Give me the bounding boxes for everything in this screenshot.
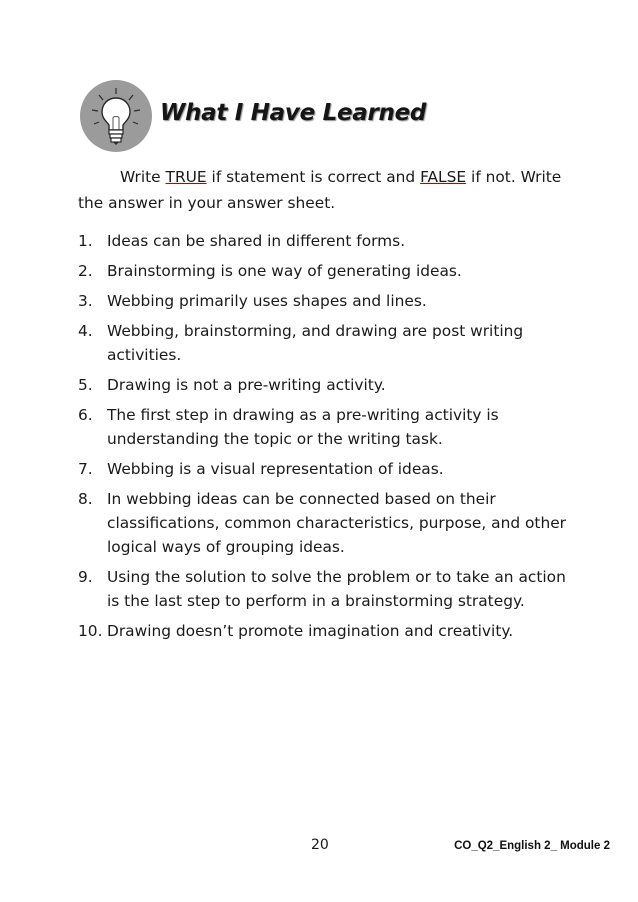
statement-number: 9. (78, 568, 93, 586)
statement-number: 4. (78, 322, 93, 340)
statement-text: Brainstorming is one way of generating ideas. (107, 262, 462, 280)
statement-number: 7. (78, 460, 93, 478)
statement-text: Webbing is a visual representation of ideas. (107, 460, 444, 478)
statement-number: 8. (78, 490, 93, 508)
statement-number: 2. (78, 262, 93, 280)
statement-item (78, 457, 568, 481)
statement-text: Using the solution to solve the problem or to take an action is the last step to perform in a brainstorming strategy. (107, 568, 566, 610)
instructions-part-3: if not. Write the answer in your answer sheet. (78, 168, 562, 212)
statement-item (78, 259, 568, 283)
statement-number: 1. (78, 232, 93, 250)
statement-item (78, 289, 568, 313)
statement-number: 6. (78, 406, 93, 424)
keyword-false: FALSE (420, 168, 467, 186)
statement-text: Drawing doesn’t promote imagination and creativity. (107, 622, 514, 640)
statement-number: 3. (78, 292, 93, 310)
statement-text: The first step in drawing as a pre-writing activity is understanding the topic or the writing task. (107, 406, 499, 448)
page-number: 20 (311, 837, 329, 853)
statement-item (78, 373, 568, 397)
statement-item (78, 565, 568, 613)
statement-text: Webbing primarily uses shapes and lines. (107, 292, 427, 310)
statement-text: Ideas can be shared in different forms. (107, 232, 406, 250)
statement-text: Webbing, brainstorming, and drawing are post writing activities. (107, 322, 524, 364)
instructions-part-1: Write (120, 168, 161, 186)
instructions-part-2: if statement is correct and (211, 168, 416, 186)
statement-list (78, 229, 568, 649)
statement-number: 5. (78, 376, 93, 394)
instructions (78, 164, 568, 216)
statement-item (78, 487, 568, 559)
statement-item (78, 619, 568, 643)
keyword-true: TRUE (165, 168, 207, 186)
statement-text: In webbing ideas can be connected based on their classifications, common characteristics, purpose, and other logical ways of grouping ideas. (107, 490, 567, 556)
statement-item (78, 403, 568, 451)
statement-item (78, 229, 568, 253)
lightbulb-icon (80, 80, 152, 152)
module-code: CO_Q2_English 2_ Module 2 (454, 840, 610, 852)
statement-number: 10. (78, 622, 103, 640)
section-title: What I Have Learned (160, 100, 427, 126)
statement-item (78, 319, 568, 367)
statement-text: Drawing is not a pre-writing activity. (107, 376, 386, 394)
